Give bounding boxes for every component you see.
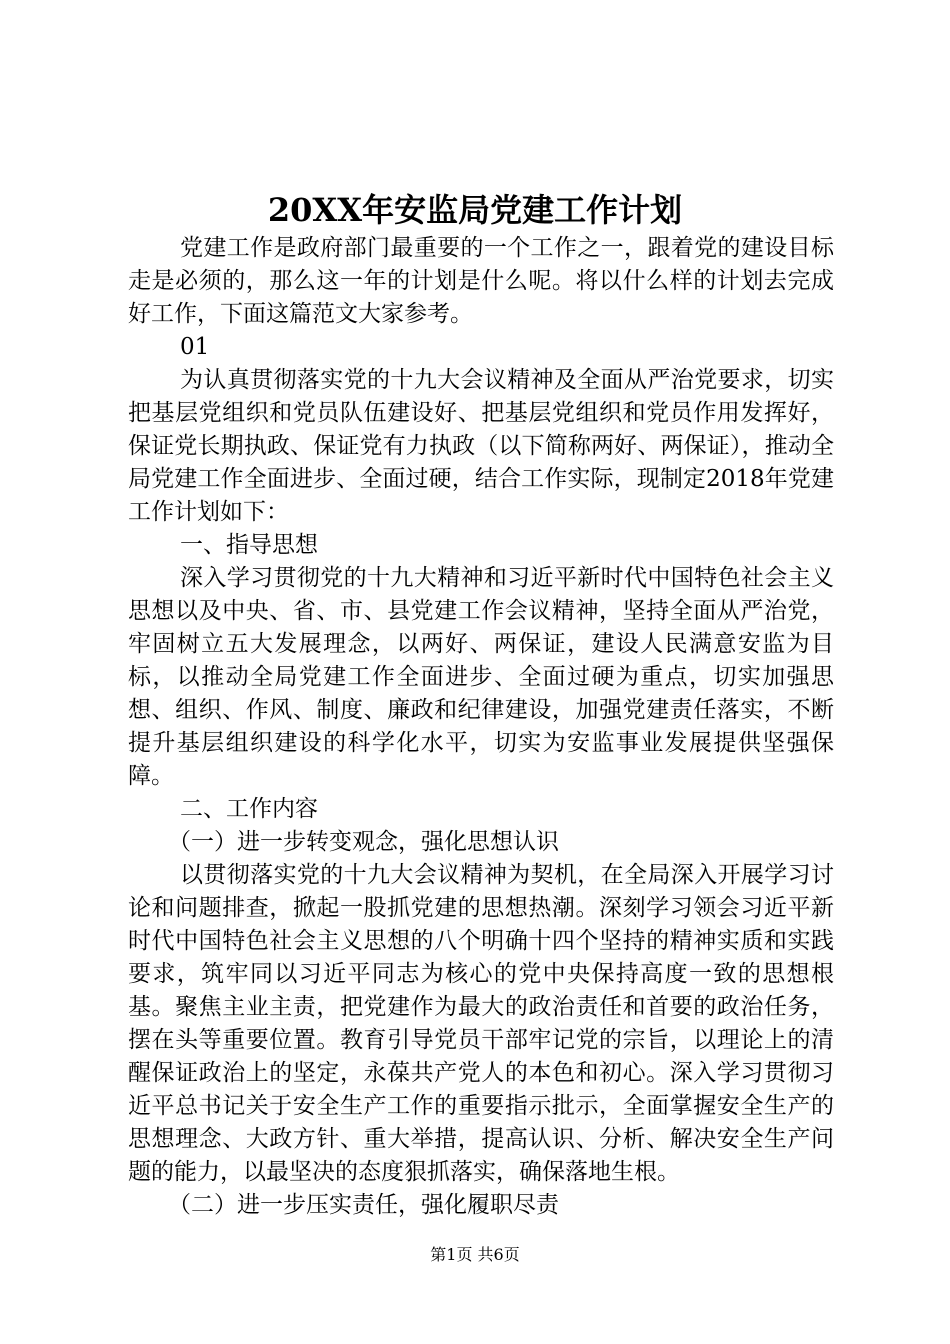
page-footer: 第1页 共6页 xyxy=(430,1245,520,1264)
preamble-paragraph: 为认真贯彻落实党的十九大会议精神及全面从严治党要求，切实把基层党组织和党员队伍建设好、把基层党组织和党员作用发挥好，保证党长期执政、保证党有力执政（以下简称两好、两保证），推动全局党建工作全面进步、全面过硬，结合工作实际，现制定2018年党建工作计划如下： xyxy=(128,367,834,525)
document-body xyxy=(128,232,834,1222)
section-number: 01 xyxy=(180,334,210,360)
intro-paragraph: 党建工作是政府部门最重要的一个工作之一，跟着党的建设目标走是必须的，那么这一年的计划是什么呢。将以什么样的计划去完成好工作，下面这篇范文大家参考。 xyxy=(128,235,834,327)
change-concepts-paragraph: 以贯彻落实党的十九大会议精神为契机，在全局深入开展学习讨论和问题排查，掀起一股抓党建的思想热潮。深刻学习领会习近平新时代中国特色社会主义思想的八个明确十四个坚持的精神实质和实践要求，筑牢同以习近平同志为核心的党中央保持高度一致的思想根基。聚焦主业主责，把党建作为最大的政治责任和首要的政治任务，摆在头等重要位置。教育引导党员干部牢记党的宗旨，以理论上的清醒保证政治上的坚定，永葆共产党人的本色和初心。深入学习贯彻习近平总书记关于安全生产工作的重要指示批示，全面掌握安全生产的思想理念、大政方针、重大举措，提高认识、分析、解决安全生产问题的能力，以最坚决的态度狠抓落实，确保落地生根。 xyxy=(128,862,834,1185)
heading-guiding-ideology: 一、指导思想 xyxy=(180,532,318,558)
subheading-compact-responsibility: （二）进一步压实责任，强化履职尽责 xyxy=(168,1192,559,1218)
document-title: 20XX年安监局党建工作计划 xyxy=(267,191,683,229)
guiding-ideology-paragraph: 深入学习贯彻党的十九大精神和习近平新时代中国特色社会主义思想以及中央、省、市、县党建工作会议精神，坚持全面从严治党，牢固树立五大发展理念，以两好、两保证，建设人民满意安监为目标，以推动全局党建工作全面进步、全面过硬为重点，切实加强思想、组织、作风、制度、廉政和纪律建设，加强党建责任落实，不断提升基层组织建设的科学化水平，切实为安监事业发展提供坚强保障。 xyxy=(128,565,834,789)
subheading-change-concepts: （一）进一步转变观念，强化思想认识 xyxy=(168,829,559,855)
heading-work-content: 二、工作内容 xyxy=(180,796,318,822)
